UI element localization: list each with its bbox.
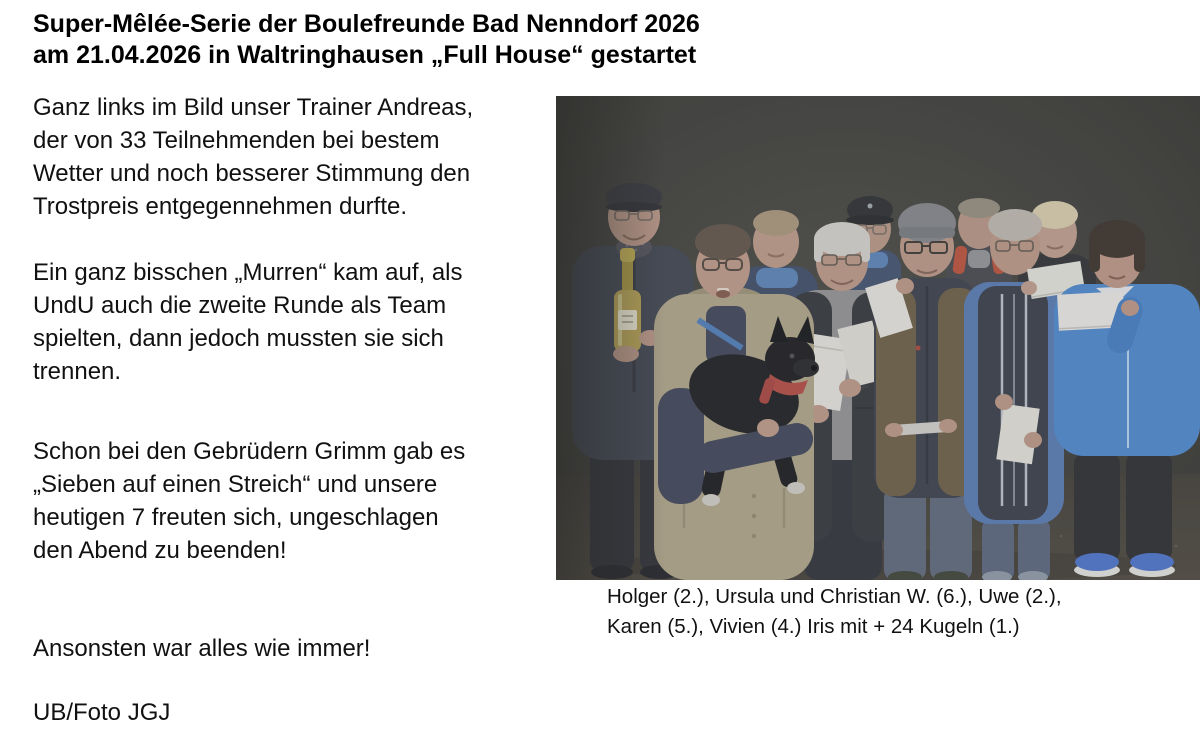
closing-line: Ansonsten war alles wie immer! [33, 635, 371, 662]
paragraph-1 [33, 91, 473, 223]
photo-haze-overlay [556, 96, 1200, 580]
paragraph-3-line: den Abend zu beenden! [33, 537, 287, 564]
paragraph-1-line: Ganz links im Bild unser Trainer Andreas, [33, 94, 474, 121]
paragraph-2-line: spielten, dann jedoch mussten sie sich [33, 325, 444, 352]
photo-caption [607, 582, 1062, 641]
group-photo-illustration [556, 96, 1200, 580]
page-title-line-2: am 21.04.2026 in Waltringhausen „Full House“ gestartet [33, 41, 697, 69]
paragraph-2-line: Ein ganz bisschen „Murren“ kam auf, als [33, 259, 463, 286]
paragraph-3-line: Schon bei den Gebrüdern Grimm gab es [33, 438, 466, 465]
paragraph-3 [33, 435, 465, 567]
page-title-line-1: Super-Mêlée-Serie der Boulefreunde Bad Nenndorf 2026 [33, 10, 700, 38]
page-title [33, 9, 700, 71]
group-photo [556, 96, 1200, 580]
paragraph-1-line: Trostpreis entgegennehmen durfte. [33, 193, 408, 220]
paragraph-1-line: der von 33 Teilnehmenden bei bestem [33, 127, 440, 154]
paragraph-1-line: Wetter und noch besserer Stimmung den [33, 160, 471, 187]
paragraph-2-line: UndU auch die zweite Runde als Team [33, 292, 447, 319]
photo-caption-line-1: Holger (2.), Ursula und Christian W. (6.), Uwe (2.), [607, 585, 1062, 608]
photo-credit: UB/Foto JGJ [33, 699, 171, 726]
paragraph-3-line: heutigen 7 freuten sich, ungeschlagen [33, 504, 439, 531]
photo-caption-line-2: Karen (5.), Vivien (4.) Iris mit + 24 Kugeln (1.) [607, 614, 1020, 638]
paragraph-2 [33, 256, 463, 388]
paragraph-2-line: trennen. [33, 358, 122, 385]
paragraph-3-line: „Sieben auf einen Streich“ und unsere [33, 471, 438, 498]
